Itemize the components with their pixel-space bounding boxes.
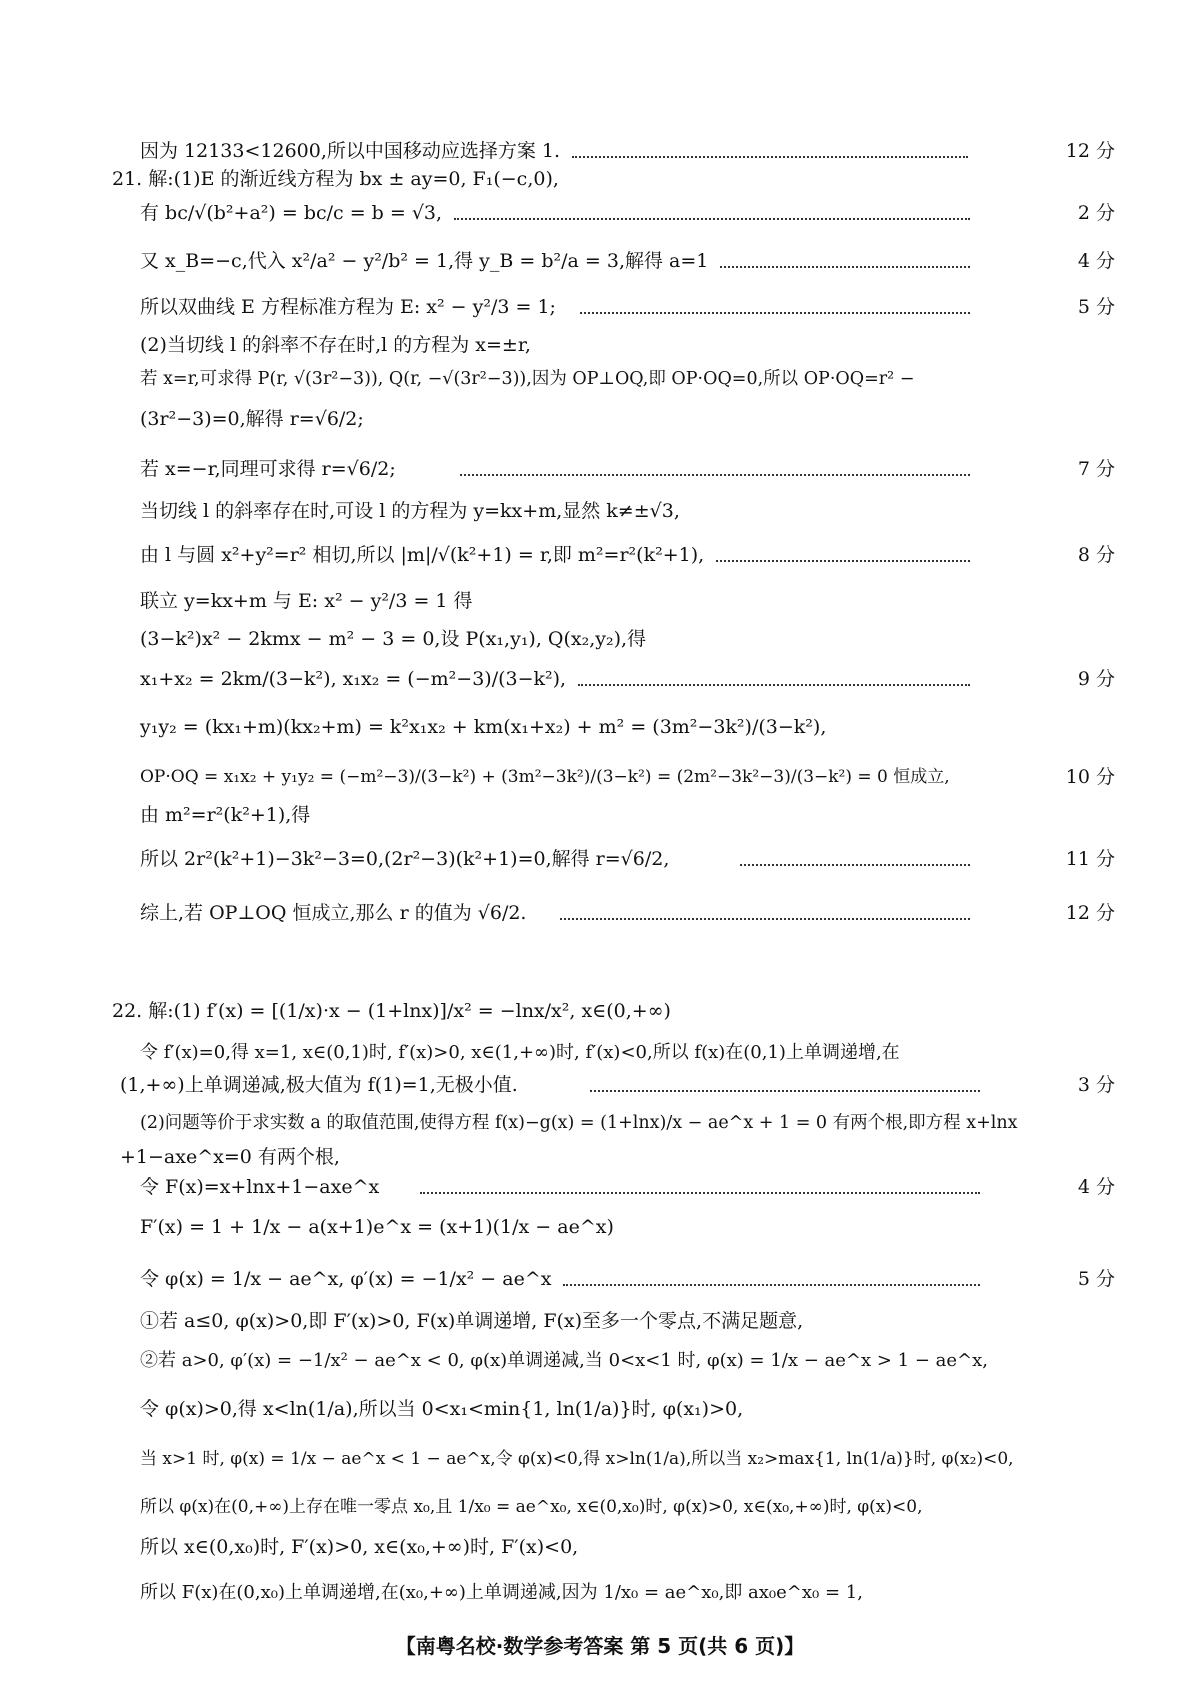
score-label: 7 分 <box>1077 458 1115 480</box>
answer-line <box>0 664 1200 694</box>
answer-line <box>0 1346 1200 1376</box>
answer-line <box>0 364 1200 394</box>
answer-line <box>0 624 1200 654</box>
answer-line <box>0 996 1200 1026</box>
dot-leader <box>454 218 970 220</box>
line-text: (2)当切线 l 的斜率不存在时,l 的方程为 x=±r, <box>140 334 531 356</box>
line-text: 所以双曲线 E 方程标准方程为 E: x² − y²/3 = 1; <box>140 296 556 318</box>
answer-line <box>0 454 1200 484</box>
line-text: 所以 2r²(k²+1)−3k²−3=0,(2r²−3)(k²+1)=0,解得 r=√6/2, <box>140 848 670 870</box>
line-text: 所以 φ(x)在(0,+∞)上存在唯一零点 x₀,且 1/x₀ = ae^x₀, x∈(0,x₀)时, φ(x)>0, x∈(x₀,+∞)时, φ(x)<0, <box>140 1497 923 1517</box>
score-label: 2 分 <box>1077 202 1115 224</box>
score-label: 4 分 <box>1077 1176 1115 1198</box>
line-text: 令 f′(x)=0,得 x=1, x∈(0,1)时, f′(x)>0, x∈(1,+∞)时, f′(x)<0,所以 f(x)在(0,1)上单调递增,在 <box>140 1042 900 1063</box>
score-label: 9 分 <box>1077 668 1115 690</box>
line-text: (2)问题等价于求实数 a 的取值范围,使得方程 f(x)−g(x) = (1+lnx)/x − ae^x + 1 = 0 有两个根,即方程 x+lnx <box>140 1113 1018 1133</box>
score-label: 3 分 <box>1077 1074 1115 1096</box>
line-text: F′(x) = 1 + 1/x − a(x+1)e^x = (x+1)(1/x − ae^x) <box>140 1216 614 1238</box>
line-text: 联立 y=kx+m 与 E: x² − y²/3 = 1 得 <box>140 590 473 612</box>
answer-line <box>0 800 1200 830</box>
answer-line <box>0 1306 1200 1336</box>
line-text: 由 m²=r²(k²+1),得 <box>140 804 311 826</box>
line-text: 22. 解:(1) f′(x) = [(1/x)·x − (1+lnx)]/x² = −lnx/x², x∈(0,+∞) <box>112 1000 671 1022</box>
answer-line <box>0 330 1200 360</box>
line-text: OP·OQ = x₁x₂ + y₁y₂ = (−m²−3)/(3−k²) + (3m²−3k²)/(3−k²) = (2m²−3k²−3)/(3−k²) = 0 恒成立, <box>140 767 950 787</box>
line-text: x₁+x₂ = 2km/(3−k²), x₁x₂ = (−m²−3)/(3−k²), <box>140 668 567 690</box>
line-text: 又 x_B=−c,代入 x²/a² − y²/b² = 1,得 y_B = b²/a = 3,解得 a=1 <box>140 250 709 272</box>
dot-leader <box>740 864 970 866</box>
answer-line <box>0 1532 1200 1562</box>
dot-leader <box>572 156 968 158</box>
dot-leader <box>580 312 970 314</box>
line-text: 综上,若 OP⊥OQ 恒成立,那么 r 的值为 √6/2. <box>140 902 527 924</box>
answer-line <box>0 1578 1200 1608</box>
dot-leader <box>590 1090 980 1092</box>
line-text: (3r²−3)=0,解得 r=√6/2; <box>140 408 364 430</box>
score-label: 5 分 <box>1077 1268 1115 1290</box>
line-text: 令 F(x)=x+lnx+1−axe^x <box>140 1176 380 1198</box>
answer-line <box>0 246 1200 276</box>
dot-leader <box>420 1192 980 1194</box>
line-text: +1−axe^x=0 有两个根, <box>120 1146 340 1168</box>
answer-line <box>0 586 1200 616</box>
line-text: ②若 a>0, φ′(x) = −1/x² − ae^x < 0, φ(x)单调递减,当 0<x<1 时, φ(x) = 1/x − ae^x > 1 − ae^x, <box>140 1350 988 1371</box>
line-text: 若 x=−r,同理可求得 r=√6/2; <box>140 458 396 480</box>
line-text: 所以 x∈(0,x₀)时, F′(x)>0, x∈(x₀,+∞)时, F′(x)<0, <box>140 1536 579 1558</box>
answer-line <box>0 844 1200 874</box>
line-text: 令 φ(x) = 1/x − ae^x, φ′(x) = −1/x² − ae^x <box>140 1268 552 1290</box>
answer-line <box>0 292 1200 322</box>
score-label: 12 分 <box>1065 902 1115 924</box>
score-label: 8 分 <box>1077 544 1115 566</box>
line-text: 有 bc/√(b²+a²) = bc/c = b = √3, <box>140 202 443 224</box>
score-label: 12 分 <box>1065 140 1115 162</box>
answer-line <box>0 496 1200 526</box>
answer-line <box>0 898 1200 928</box>
answer-line <box>0 712 1200 742</box>
score-label: 11 分 <box>1065 848 1115 870</box>
answer-line <box>0 762 1200 792</box>
answer-line <box>0 1264 1200 1294</box>
answer-line <box>0 1212 1200 1242</box>
dot-leader <box>716 560 970 562</box>
score-label: 4 分 <box>1077 250 1115 272</box>
line-text: (3−k²)x² − 2kmx − m² − 3 = 0,设 P(x₁,y₁), Q(x₂,y₂),得 <box>140 628 647 650</box>
answer-line <box>0 1172 1200 1202</box>
answer-line <box>0 1444 1200 1474</box>
answer-line <box>0 1492 1200 1522</box>
answer-line <box>0 404 1200 434</box>
line-text: 当切线 l 的斜率存在时,可设 l 的方程为 y=kx+m,显然 k≠±√3, <box>140 500 680 522</box>
answer-line <box>0 198 1200 228</box>
answer-line <box>0 1038 1200 1068</box>
page-footer: 【南粤名校·数学参考答案 第 5 页(共 6 页)】 <box>395 1634 805 1658</box>
line-text: 21. 解:(1)E 的渐近线方程为 bx ± ay=0, F₁(−c,0), <box>112 168 559 190</box>
line-text: 若 x=r,可求得 P(r, √(3r²−3)), Q(r, −√(3r²−3)),因为 OP⊥OQ,即 OP·OQ=0,所以 OP·OQ=r² − <box>140 369 915 389</box>
line-text: 令 φ(x)>0,得 x<ln(1/a),所以当 0<x₁<min{1, ln(1/a)}时, φ(x₁)>0, <box>140 1398 744 1420</box>
dot-leader <box>578 684 970 686</box>
dot-leader <box>460 474 970 476</box>
score-label: 5 分 <box>1077 296 1115 318</box>
dot-leader <box>560 918 970 920</box>
answer-line <box>0 1070 1200 1100</box>
score-label: 10 分 <box>1065 766 1115 788</box>
answer-line <box>0 136 1200 166</box>
line-text: (1,+∞)上单调递减,极大值为 f(1)=1,无极小值. <box>120 1074 518 1096</box>
answer-line <box>0 1142 1200 1172</box>
line-text: ①若 a≤0, φ(x)>0,即 F′(x)>0, F(x)单调递增, F(x)至多一个零点,不满足题意, <box>140 1310 804 1332</box>
dot-leader <box>563 1284 980 1286</box>
line-text: y₁y₂ = (kx₁+m)(kx₂+m) = k²x₁x₂ + km(x₁+x₂) + m² = (3m²−3k²)/(3−k²), <box>140 716 827 738</box>
line-text: 所以 F(x)在(0,x₀)上单调递增,在(x₀,+∞)上单调递减,因为 1/x₀ = ae^x₀,即 ax₀e^x₀ = 1, <box>140 1582 863 1603</box>
line-text: 因为 12133<12600,所以中国移动应选择方案 1. <box>140 140 561 162</box>
answer-line <box>0 1108 1200 1138</box>
answer-line <box>0 1394 1200 1424</box>
answer-line <box>0 164 1200 194</box>
line-text: 当 x>1 时, φ(x) = 1/x − ae^x < 1 − ae^x,令 φ(x)<0,得 x>ln(1/a),所以当 x₂>max{1, ln(1/a)}时, φ(x₂)<0, <box>140 1449 1014 1469</box>
dot-leader <box>720 266 970 268</box>
line-text: 由 l 与圆 x²+y²=r² 相切,所以 |m|/√(k²+1) = r,即 m²=r²(k²+1), <box>140 544 705 566</box>
answer-line <box>0 540 1200 570</box>
